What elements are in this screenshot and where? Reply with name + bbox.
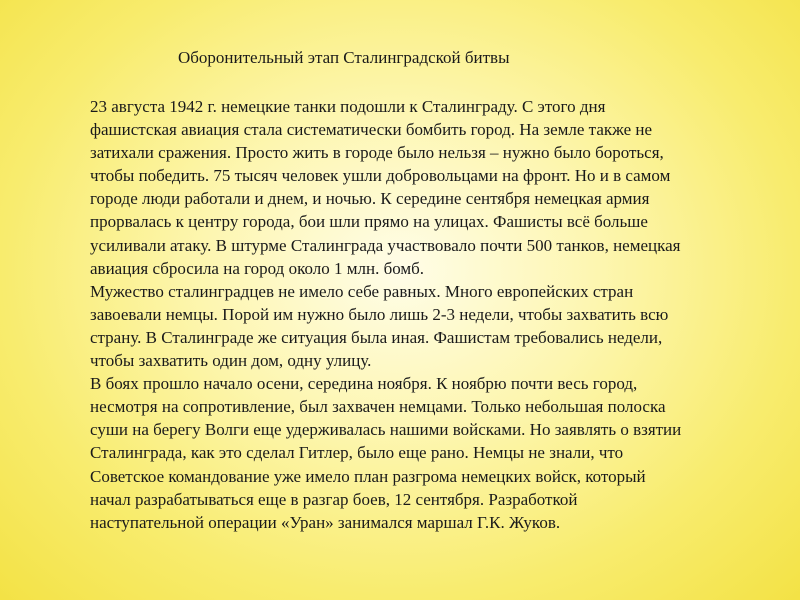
paragraph-1 <box>47 95 767 280</box>
paragraph-3 <box>47 372 767 534</box>
paragraph-2 <box>47 280 767 372</box>
text-line: В боях прошло начало осени, середина ноября. К ноябрю почти весь город, <box>90 374 638 394</box>
text-line: затихали сражения. Просто жить в городе было нельзя – нужно было бороться, <box>90 143 664 163</box>
text-line: городе люди работали и днем, и ночью. К середине сентября немецкая армия <box>90 189 650 209</box>
text-line: несмотря на сопротивление, был захвачен немцами. Только небольшая полоска <box>90 397 666 417</box>
text-line: страну. В Сталинграде же ситуация была иная. Фашистам требовались недели, <box>90 327 663 347</box>
text-line: 23 августа 1942 г. немецкие танки подошли к Сталинграду. С этого дня <box>90 97 606 116</box>
text-line: завоевали немцы. Порой им нужно было лишь 2-3 недели, чтобы захватить всю <box>90 304 669 324</box>
text-line: фашистская авиация стала систематически бомбить город. На земле также не <box>90 120 653 140</box>
text-line: чтобы захватить один дом, одну улицу. <box>90 351 372 371</box>
text-line: Советское командование уже имело план разгрома немецких войск, который <box>90 466 646 486</box>
text-line: суши на берегу Волги еще удерживалась нашими войсками. Но заявлять о взятии <box>90 420 682 440</box>
slide-body <box>47 95 767 534</box>
text-line: Мужество сталинградцев не имело себе равных. Много европейских стран <box>90 281 634 301</box>
text-line: Сталинграда, как это сделал Гитлер, было еще рано. Немцы не знали, что <box>90 443 624 463</box>
slide-title: Оборонительный этап Сталинградской битвы <box>178 48 510 67</box>
text-line: начал разрабатываться еще в разгар боев, 12 сентября. Разработкой <box>90 489 578 509</box>
text-line: чтобы победить. 75 тысяч человек ушли добровольцами на фронт. Но и в самом <box>90 166 671 186</box>
text-line: авиация сбросила на город около 1 млн. бомб. <box>90 258 425 278</box>
text-line: наступательной операции «Уран» занимался маршал Г.К. Жуков. <box>90 512 561 532</box>
text-line: усиливали атаку. В штурме Сталинграда участвовало почти 500 танков, немецкая <box>90 235 681 255</box>
text-line: прорвалась к центру города, бои шли прямо на улицах. Фашисты всё больше <box>90 212 648 232</box>
